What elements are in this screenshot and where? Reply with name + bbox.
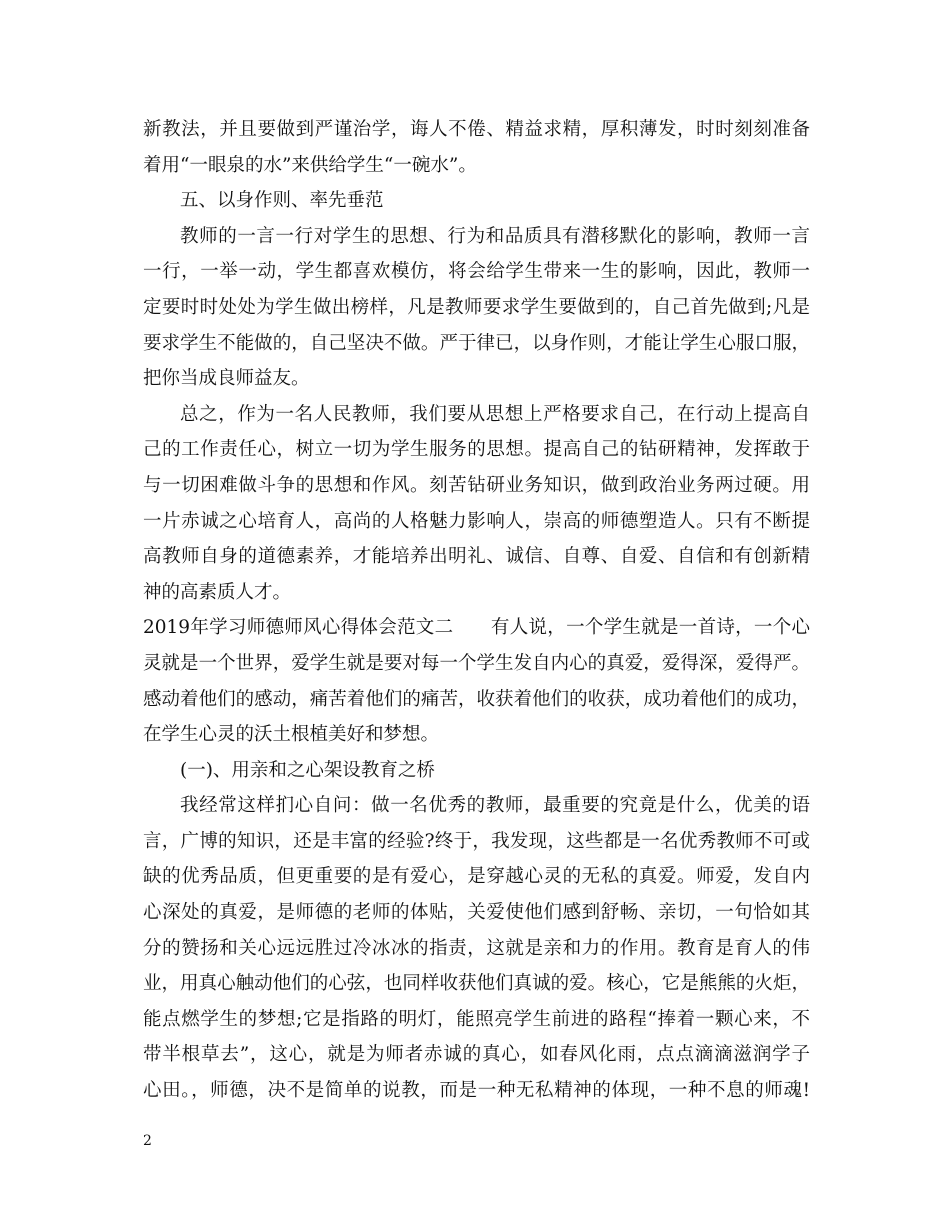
text-line: 心田。，师德，决不是简单的说教，而是一种无私精神的体现，一种不息的师魂! (143, 1080, 810, 1102)
text-line: 业，用真心触动他们的心弦，也同样收获他们真诚的爱。核心，它是熊熊的火炬， (143, 973, 810, 995)
text-line: 言，广博的知识，还是丰富的经验?终于，我发现，这些都是一名优秀教师不可或 (143, 830, 810, 852)
text-line: 新教法，并且要做到严谨治学，诲人不倦、精益求精，厚积薄发，时时刻刻准备 (143, 119, 810, 140)
text-line: 把你当成良师益友。 (143, 368, 310, 390)
section-heading: 五、以身作则、率先垂范 (180, 190, 384, 212)
text-line: 总之，作为一名人民教师，我们要从思想上严格要求自己，在行动上提高自 (180, 403, 810, 425)
text-line: 在学生心灵的沃土根植美好和梦想。 (143, 724, 440, 746)
text-line: 高教师自身的道德素养，才能培养出明礼、诚信、自尊、自爱、自信和有创新精 (143, 546, 810, 568)
text-line: 一行，一举一动，学生都喜欢模仿，将会给学生带来一生的影响，因此，教师一 (143, 261, 810, 283)
text-line: 一片赤诚之心培育人，高尚的人格魅力影响人，崇高的师德塑造人。只有不断提 (143, 510, 810, 532)
page-number: 2 (143, 1133, 152, 1149)
text-line: 要求学生不能做的，自己坚决不做。严于律已，以身作则，才能让学生心服口服， (143, 332, 810, 354)
article-title-line: 2019年学习师德师风心得体会范文二 有人说，一个学生就是一首诗，一个心 (143, 617, 810, 639)
text-line: 能点燃学生的梦想;它是指路的明灯，能照亮学生前进的路程“捧着一颗心来，不 (143, 1008, 810, 1030)
text-line: 己的工作责任心，树立一切为学生服务的思想。提高自己的钻研精神，发挥敢于 (143, 439, 810, 461)
text-line: 感动着他们的感动，痛苦着他们的痛苦，收获着他们的收获，成功着他们的成功， (143, 688, 810, 710)
text-line: 缺的优秀品质，但更重要的是有爱心，是穿越心灵的无私的真爱。师爱，发自内 (143, 866, 810, 888)
text-line: 与一切困难做斗争的思想和作风。刻苦钻研业务知识，做到政治业务两过硬。用 (143, 474, 810, 496)
text-line: 心深处的真爱，是师德的老师的体贴，关爱使他们感到舒畅、亲切，一句恰如其 (143, 902, 810, 924)
text-line: 神的高素质人才。 (143, 581, 292, 603)
text-line: 教师的一言一行对学生的思想、行为和品质具有潜移默化的影响，教师一言 (180, 225, 810, 247)
text-line: 灵就是一个世界，爱学生就是要对每一个学生发自内心的真爱，爱得深，爱得严。 (143, 652, 810, 674)
text-line: 分的赞扬和关心远远胜过冷冰冰的指责，这就是亲和力的作用。教育是育人的伟 (143, 937, 810, 959)
text-line: 着用“一眼泉的水”来供给学生“一碗水”。 (143, 154, 477, 176)
text-line: 定要时时处处为学生做出榜样，凡是教师要求学生要做到的，自己首先做到;凡是 (143, 296, 810, 318)
body-text (143, 112, 810, 1109)
section-heading: (一)、用亲和之心架设教育之桥 (180, 759, 435, 781)
text-line: 带半根草去”，这心，就是为师者赤诚的真心，如春风化雨，点点滴滴滋润学子 (143, 1044, 810, 1066)
text-line: 我经常这样扪心自问：做一名优秀的教师，最重要的究竟是什么，优美的语 (180, 795, 810, 817)
